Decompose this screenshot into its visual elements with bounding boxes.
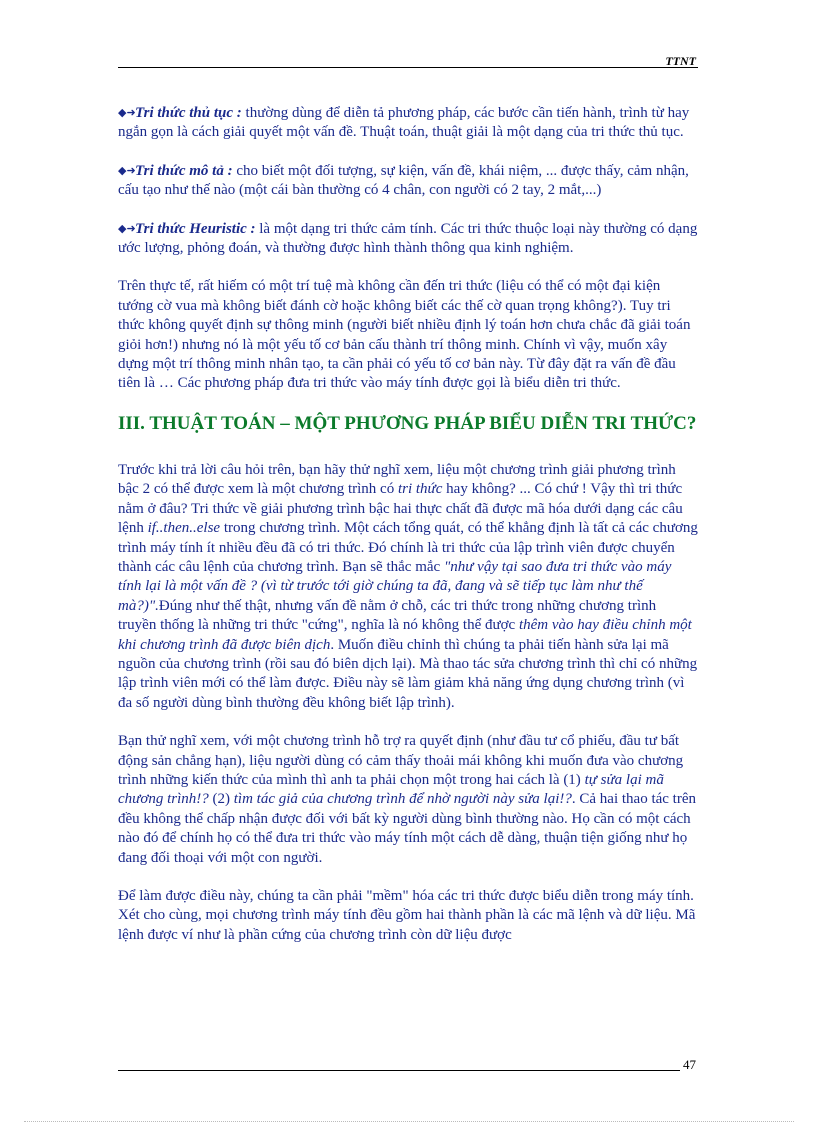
bullet-term: Tri thức Heuristic : (135, 220, 256, 237)
bullet-item (118, 104, 698, 143)
text-run: Đúng như thế thật, nhưng vấn đề nằm ở chỗ, các tri thức trong những chương trình truyền thống là những tri thức "cứng", nghĩa là nó không thể được (118, 597, 657, 634)
italic-run: thêm vào hay điều chỉnh một khi chương trình đã được biên dịch (118, 617, 692, 653)
text-run: . Cả hai thao tác trên đều không thể chấp nhận được đối với bất kỳ người dùng bình thường nào. Họ cần có một cách nào đó để chính họ có thể đưa tri thức vào máy tính một cách dễ dàng, thuận tiện giống như họ đang đối thoại với một con người. (118, 791, 696, 866)
bullet-item (118, 220, 698, 259)
bullet-item (118, 162, 698, 201)
text-run: hay không? ... Có chứ ! Vậy thì tri thức nằm ở đâu? Tri thức về giải phương trình bậc hai thực chất đã được mã hóa dưới dạng các câu lệnh (118, 481, 683, 537)
bullet-term: Tri thức thủ tục : (135, 105, 242, 121)
intro-paragraph: Trên thực tế, rất hiếm có một trí tuệ mà không cần đến tri thức (liệu có thể có một đại kiện tướng cờ vua mà không biết đánh cờ hoặc không biết các thế cờ quan trọng không?). Tuy tri thức không quyết định sự thông minh (người biết nhiều định lý toán hơn chưa chắc đã giải toán giỏi hơn!) nhưng nó là một yếu tố cơ bản cấu thành trí thông minh. Chính vì vậy, muốn xây dựng một trí thông minh nhân tạo, ta cần phải có yếu tố cơ bản này. Từ đây đặt ra vấn đề đầu tiên là … Các phương pháp đưa tri thức vào máy tính được gọi là biểu diễn tri thức. (118, 278, 691, 392)
bullet-text: là một dạng tri thức cảm tính. Các tri thức thuộc loại này thường có dạng ước lượng, phỏng đoán, và thường được hình thành thông qua kinh nghiệm. (118, 220, 698, 257)
bullet-text: cho biết một đối tượng, sự kiện, vấn đề, khái niệm, ... được thấy, cảm nhận, cấu tạo như thế nào (một cái bàn thường có 4 chân, con người có 2 tay, 2 mắt,...) (118, 162, 689, 199)
text-run: (2) (208, 791, 234, 808)
italic-run: tự sửa lại mã chương trình!? (118, 771, 664, 808)
body-paragraph (118, 461, 698, 713)
header-rule (118, 67, 698, 68)
bullet-text: thường dùng để diễn tả phương pháp, các bước cần tiến hành, trình từ hay ngắn gọn là cách giải quyết một vấn đề. Thuật toán, thuật giải là một dạng của tri thức thủ tục. (118, 105, 690, 141)
italic-run: tìm tác giả của chương trình để nhờ người này sửa lại!? (233, 791, 572, 808)
pointing-hand-icon: ◆➜ (118, 222, 136, 235)
text-run: Trước khi trả lời câu hỏi trên, bạn hãy thử nghĩ xem, liệu một chương trình giải phương trình bậc 2 có thể được xem là một chương trình có (118, 461, 676, 498)
text-run: trong chương trình. Một cách tổng quát, có thể khẳng định là tất cả các chương trình máy tính ít nhiều đều đã có tri thức. Đó chính là tri thức của lập trình viên được chuyển thành các câu lệnh của chương trình. Bạn sẽ thắc mắc (118, 520, 698, 575)
bullet-term: Tri thức mô tả : (135, 162, 233, 179)
italic-run: "như vậy tại sao đưa tri thức vào máy tính lại là một vấn đề ? (vì từ trước tới giờ chúng ta đã, đang và sẽ tiếp tục làm như thế mà?)". (118, 558, 672, 614)
body-paragraph (118, 732, 698, 868)
header-label: TTNT (665, 54, 696, 68)
pointing-hand-icon: ◆➜ (118, 164, 136, 177)
text-run: Bạn thử nghĩ xem, với một chương trình hỗ trợ ra quyết định (như đầu tư cổ phiếu, đầu tư bất động sản chẳng hạn), liệu người dùng có cảm thấy thoải mái không khi muốn đưa vào chương trình những kiến thức của mình thì anh ta phải chọn một trong hai cách là (1) (118, 733, 684, 788)
section-heading: III. THUẬT TOÁN – MỘT PHƯƠNG PHÁP BIỂU DIỄN TRI THỨC? (118, 412, 697, 434)
italic-run: if..then..else (147, 520, 221, 537)
italic-run: tri thức (397, 481, 443, 498)
page-number: 47 (683, 1057, 696, 1072)
page-content (118, 104, 698, 964)
footer-rule (118, 1070, 680, 1071)
text-run: . Muốn điều chỉnh thì chúng ta phải tiến hành sửa lại mã nguồn của chương trình (rồi sau đó biên dịch lại). Mà thao tác sửa chương trình thì chỉ có những lập trình viên mới có thể làm được. Điều này sẽ làm giảm khả năng ứng dụng chương trình (vì đa số người dùng bình thường đều không biết lập trình). (118, 636, 698, 711)
pointing-hand-icon: ◆➜ (118, 107, 136, 119)
body-paragraph: Để làm được điều này, chúng ta cần phải "mềm" hóa các tri thức được biểu diễn trong máy tính. Xét cho cùng, mọi chương trình máy tính đều gồm hai thành phần là các mã lệnh và dữ liệu. Mã lệnh được ví như là phần cứng của chương trình còn dữ liệu được (118, 888, 696, 943)
page-edge-divider (24, 1121, 794, 1122)
